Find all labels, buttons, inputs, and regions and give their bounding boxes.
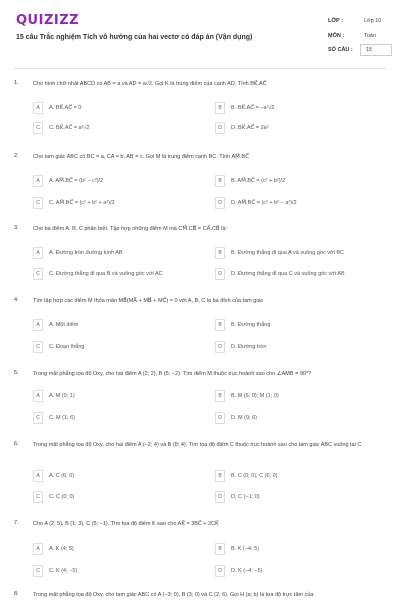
- option-d[interactable]: [215, 491, 390, 504]
- option-letter: A: [33, 543, 43, 555]
- option-text: D. Đường thẳng đi qua C và vuông góc với AB: [231, 271, 345, 277]
- option-d[interactable]: [215, 341, 390, 354]
- option-a[interactable]: [33, 319, 208, 332]
- option-text: A. Đường tròn đường kính AB: [49, 250, 123, 256]
- option-letter: A: [33, 175, 43, 187]
- option-b[interactable]: [215, 247, 390, 260]
- option-b[interactable]: [215, 319, 390, 332]
- option-text: A. M (0; 1): [49, 393, 75, 399]
- option-text: D. AM⃗.BC⃗ = (c² + b² − a²)/2: [231, 200, 297, 206]
- meta-count-value: 15: [366, 47, 373, 53]
- option-letter: C: [33, 122, 43, 134]
- option-c[interactable]: [33, 197, 208, 210]
- question-text: Tìm tập hợp các điểm M thỏa mãn MB⃗(MA⃗ + MB⃗ + MC⃗) = 0 với A, B, C là ba đỉnh của tam giác: [33, 298, 264, 304]
- question-number: 3.: [14, 225, 19, 231]
- question-text: Trong mặt phẳng tọa độ Oxy, cho tam giác ABC có A (−3; 0), B (3; 0) và C (2; 6). Gọi H (a; b) là tọa độ trực tâm của: [33, 592, 314, 598]
- meta-subject-value: Toán: [364, 33, 376, 39]
- option-letter: D: [215, 491, 225, 503]
- option-text: D. M (0; 6): [231, 415, 257, 421]
- option-letter: B: [215, 543, 225, 555]
- option-letter: B: [215, 102, 225, 114]
- option-a[interactable]: [33, 102, 208, 115]
- option-letter: B: [215, 390, 225, 402]
- quizizz-logo: QUIZIZZ: [16, 13, 80, 28]
- meta-count-box: [360, 44, 392, 56]
- option-text: B. Đường thẳng đi qua A và vuông góc với BC: [231, 250, 345, 256]
- option-letter: C: [33, 341, 43, 353]
- meta-grade: [325, 15, 395, 27]
- option-letter: C: [33, 412, 43, 424]
- question-text: Cho tam giác ABC có BC = a, CA = b, AB = c. Gọi M là trung điểm cạnh BC. Tính AM⃗.BC⃗: [33, 154, 249, 160]
- question-number: 7.: [14, 520, 19, 526]
- option-text: A. BK⃗.AC⃗ = 0: [49, 105, 82, 111]
- option-letter: D: [215, 268, 225, 280]
- option-letter: A: [33, 470, 43, 482]
- option-b[interactable]: [215, 543, 390, 556]
- option-text: D. Đường tròn: [231, 344, 267, 350]
- question-number: 1.: [14, 80, 19, 86]
- option-letter: B: [215, 470, 225, 482]
- option-text: A. AM⃗.BC⃗ = (b² − c²)/2: [49, 178, 104, 184]
- option-letter: A: [33, 319, 43, 331]
- question-text: Trong mặt phẳng tọa độ Oxy, cho hai điểm A (−2; 4) và B (8; 4). Tìm tọa độ điểm C thuộc trục hoành sao cho tam giác ABC vuông tại C: [33, 442, 362, 448]
- question-number: 6.: [14, 441, 19, 447]
- option-text: C. BK⃗.AC⃗ = a²√2: [49, 125, 90, 131]
- option-d[interactable]: [215, 197, 390, 210]
- option-b[interactable]: [215, 470, 390, 483]
- option-text: C. C (0; 0): [49, 494, 75, 500]
- option-b[interactable]: [215, 390, 390, 403]
- option-text: B. AM⃗.BC⃗ = (c² + b²)/2: [231, 178, 286, 184]
- option-text: B. Đường thẳng: [231, 322, 271, 328]
- option-c[interactable]: [33, 122, 208, 135]
- option-letter: A: [33, 102, 43, 114]
- question-text: Cho A (2; 5), B (1; 3), C (5; −1). Tìm tọa độ điểm K sao cho AK⃗ = 3BC⃗ + 2CK⃗: [33, 521, 219, 527]
- option-letter: B: [215, 319, 225, 331]
- option-letter: B: [215, 247, 225, 259]
- option-c[interactable]: [33, 268, 208, 281]
- option-letter: D: [215, 341, 225, 353]
- option-letter: C: [33, 197, 43, 209]
- option-letter: D: [215, 122, 225, 134]
- meta-subject-label: MÔN :: [328, 33, 345, 39]
- option-a[interactable]: [33, 175, 208, 188]
- option-text: B. BK⃗.AC⃗ = −a²√2: [231, 105, 275, 111]
- option-letter: D: [215, 412, 225, 424]
- option-text: B. M (6; 0); M (1; 0): [231, 393, 279, 399]
- option-b[interactable]: [215, 102, 390, 115]
- meta-count-label: SỐ CÂU :: [328, 47, 353, 53]
- option-letter: D: [215, 565, 225, 577]
- header-divider: [14, 68, 386, 69]
- option-letter: A: [33, 247, 43, 259]
- option-text: A. C (6; 0): [49, 473, 75, 479]
- option-letter: A: [33, 390, 43, 402]
- option-a[interactable]: [33, 543, 208, 556]
- option-text: D. K (−4; −5): [231, 568, 263, 574]
- option-d[interactable]: [215, 565, 390, 578]
- worksheet-title: 15 câu Trắc nghiệm Tích vô hướng của hai vectơ có đáp án (Vận dụng): [16, 34, 253, 41]
- question-text: Trong mặt phẳng tọa độ Oxy, cho hai điểm A (2; 2), B (5; −2). Tìm điểm M thuộc trục hoành sao cho ∠AMB = 90°?: [33, 371, 312, 377]
- option-letter: D: [215, 197, 225, 209]
- option-text: C. AM⃗.BC⃗ = (c² + b² + a²)/3: [49, 200, 115, 206]
- option-a[interactable]: [33, 470, 208, 483]
- meta-grade-value: Lớp 10: [364, 18, 382, 24]
- option-b[interactable]: [215, 175, 390, 188]
- question-number: 5.: [14, 370, 19, 376]
- option-text: C. Đoạn thẳng: [49, 344, 85, 350]
- option-letter: C: [33, 565, 43, 577]
- question-number: 8.: [14, 591, 19, 597]
- question-number: 4.: [14, 297, 19, 303]
- option-letter: B: [215, 175, 225, 187]
- meta-subject: [325, 30, 395, 42]
- option-text: C. Đường thẳng đi qua B và vuông góc với AC: [49, 271, 163, 277]
- option-text: D. C (−1; 0): [231, 494, 260, 500]
- question-text: Cho hình chữ nhật ABCD có AB = a và AD = a√2. Gọi K là trung điểm của cạnh AD. Tính BK⃗.AC⃗: [33, 81, 267, 87]
- option-text: B. C (0; 0), C (6; 0): [231, 473, 278, 479]
- option-d[interactable]: [215, 122, 390, 135]
- option-letter: C: [33, 491, 43, 503]
- option-c[interactable]: [33, 491, 208, 504]
- option-text: C. K (4; −5): [49, 568, 78, 574]
- question-text: Cho ba điểm A, B, C phân biệt. Tập hợp những điểm M mà CM⃗.CB⃗ = CA⃗.CB⃗ là:: [33, 226, 227, 232]
- option-a[interactable]: [33, 247, 208, 260]
- option-d[interactable]: [215, 412, 390, 425]
- option-text: A. K (4; 5): [49, 546, 74, 552]
- meta-count: [325, 44, 395, 56]
- worksheet-header: [0, 0, 400, 64]
- option-letter: C: [33, 268, 43, 280]
- option-c[interactable]: [33, 412, 208, 425]
- option-a[interactable]: [33, 390, 208, 403]
- option-text: B. K (−4; 5): [231, 546, 259, 552]
- option-text: A. Một điểm: [49, 322, 79, 328]
- option-c[interactable]: [33, 565, 208, 578]
- option-text: C. M (1; 6): [49, 415, 75, 421]
- option-text: D. BK⃗.AC⃗ = 2a²: [231, 125, 269, 131]
- option-d[interactable]: [215, 268, 390, 281]
- meta-grade-label: LỚP :: [328, 18, 343, 24]
- option-c[interactable]: [33, 341, 208, 354]
- question-number: 2.: [14, 153, 19, 159]
